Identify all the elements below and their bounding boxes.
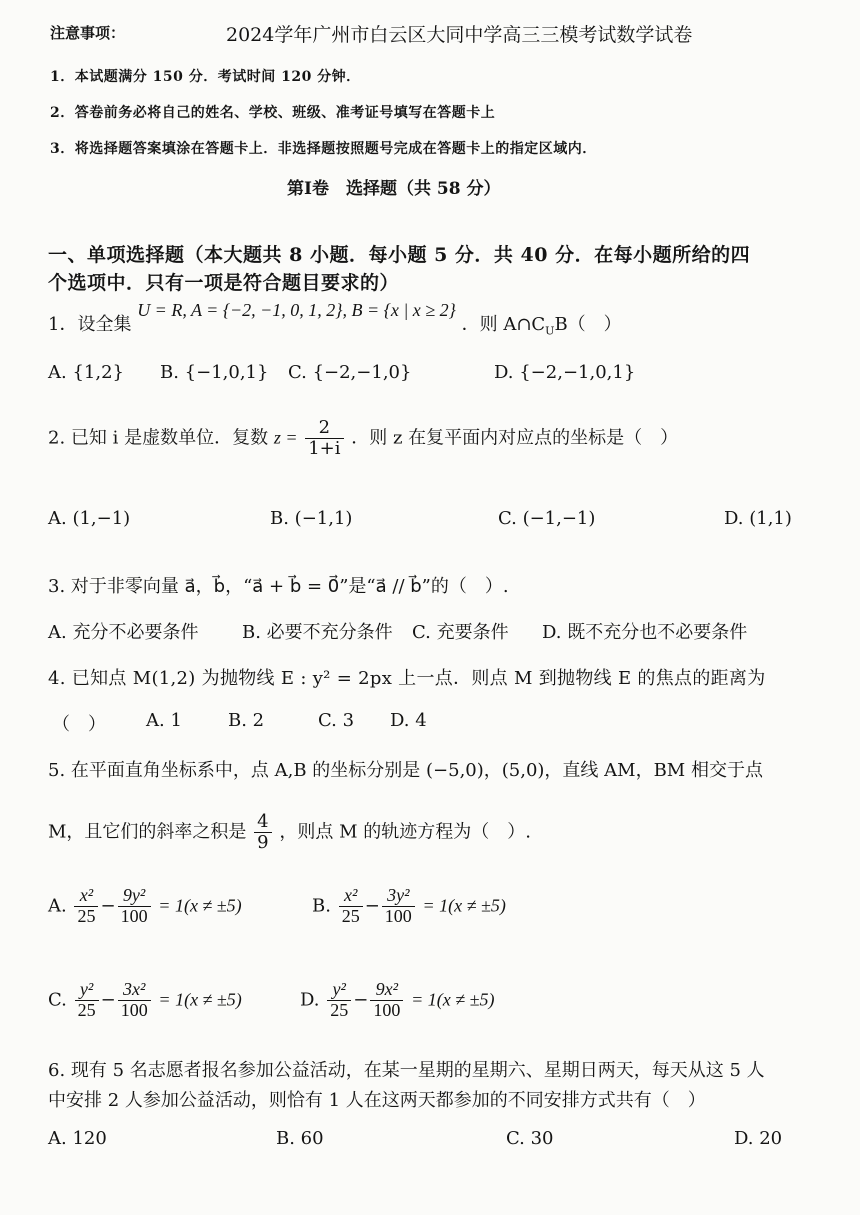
q5-a-d1: 25 [77,905,96,926]
section-title: 第Ⅰ卷 选择题（共 58 分） [287,179,501,199]
rule-1: 1．本试题满分 150 分．考试时间 120 分钟． [50,69,361,85]
q5-den: 9 [257,831,269,853]
q4-paren: （ ） [52,714,106,735]
question-5-line1: 5. 在平面直角坐标系中，点 A,B 的坐标分别是 (−5,0)，(5,0)，直线 AM，BM 相交于点 [48,760,763,781]
q1-option-a: A. {1,2} [48,362,124,383]
q5-c-d1: 25 [77,999,96,1020]
q1-end: B（ ） [554,314,622,335]
q5-line2-a: M，且它们的斜率之积是 [48,821,247,843]
part-heading-line1: 一、单项选择题（本大题共 8 小题．每小题 5 分．共 40 分．在每小题所给的四 [48,244,751,266]
exam-title: 2024学年广州市白云区大同中学高三三模考试数学试卷 [226,24,693,46]
q5-c-d2: 100 [120,999,148,1020]
q5-d-d1: 25 [330,999,349,1020]
q5-b-n2: 3y² [382,886,415,907]
q6-option-c: C. 30 [506,1128,554,1149]
q5-option-a: A. $\frac{\text{x²}}{25}$ − $\frac{\text{9y²}}{100}$ = 1(x ≠ ±5) [48,885,242,926]
q2-fraction [305,418,343,459]
q5-b-tail: = 1(x ≠ ±5) [422,895,506,916]
q6-option-a: A. 120 [48,1128,107,1149]
q5-c-n2: 3x² [118,980,151,1001]
q1-suffix: ．则 A∩C [461,314,546,335]
rule-3: 3．将选择题答案填涂在答题卡上．非选择题按照题号完成在答题卡上的指定区域内． [50,141,597,157]
q2-prefix: 2. 已知 i 是虚数单位．复数 [48,427,274,449]
q3-option-a: A. 充分不必要条件 [48,622,199,643]
q5-a-n2: 9y² [118,886,151,907]
q5-c-frac1 [75,980,99,1021]
q3-option-d: D. 既不充分也不必要条件 [542,622,748,643]
q5-a-n1: x² [74,886,98,907]
q1-prefix: 1．设全集 [48,314,132,335]
q4-option-b: B. 2 [228,710,265,731]
q4-option-c: C. 3 [318,710,355,731]
q5-option-d: D. $\frac{\text{y²}}{25}$ − $\frac{\text{9x²}}{100}$ = 1(x ≠ ±5) [300,979,495,1020]
q1-option-c: C. {−2,−1,0} [288,362,412,383]
q5-d-d2: 100 [373,999,401,1020]
q5-d-label: D. [300,989,320,1011]
q2-z: z = [273,427,298,448]
q5-a-tail: = 1(x ≠ ±5) [158,895,242,916]
q5-b-frac2 [382,886,415,927]
q5-d-n1: y² [327,980,351,1001]
rule-2: 2．答卷前务必将自己的姓名、学校、班级、准考证号填写在答题卡上 [50,105,496,121]
q2-option-c: C. (−1,−1) [498,508,596,529]
q5-b-n1: x² [339,886,363,907]
q5-d-tail: = 1(x ≠ ±5) [411,989,495,1010]
q2-option-a: A. (1,−1) [48,508,131,529]
q2-num: 2 [305,418,343,439]
q5-a-label: A. [48,895,67,917]
q5-a-frac2 [118,886,151,927]
q3-option-c: C. 充要条件 [412,622,509,643]
q5-d-frac1 [327,980,351,1021]
q5-a-frac1 [74,886,98,927]
q5-b-d2: 100 [384,905,412,926]
q5-b-d1: 25 [341,905,360,926]
question-6-line1: 6. 现有 5 名志愿者报名参加公益活动，在某一星期的星期六、星期日两天，每天从这 5 人 [48,1060,765,1081]
q5-num: 4 [254,812,271,833]
question-1 [48,300,622,338]
q5-b-label: B. [312,895,331,917]
q1-option-d: D. {−2,−1,0,1} [494,362,636,383]
q5-b-frac1 [339,886,363,927]
q5-d-n2: 9x² [370,980,403,1001]
q5-option-b: B. $\frac{\text{x²}}{25}$ − $\frac{\text{3y²}}{100}$ = 1(x ≠ ±5) [312,885,506,926]
q3-option-b: B. 必要不充分条件 [242,622,393,643]
q5-fraction [254,812,271,853]
q6-option-b: B. 60 [276,1128,324,1149]
q2-option-d: D. (1,1) [724,508,792,529]
q1-option-b: B. {−1,0,1} [160,362,269,383]
question-5-line2 [48,812,531,853]
q5-a-d2: 100 [120,905,148,926]
q2-option-b: B. (−1,1) [270,508,353,529]
q5-line2-b: ，则点 M 的轨迹方程为（ ）. [279,821,531,843]
part-heading-line2: 个选项中．只有一项是符合题目要求的） [48,272,400,294]
q5-c-label: C. [48,989,67,1011]
q5-c-tail: = 1(x ≠ ±5) [158,989,242,1010]
question-6-line2: 中安排 2 人参加公益活动，则恰有 1 人在这两天都参加的不同安排方式共有（ ） [48,1090,706,1111]
question-3: 3. 对于非零向量 a⃗，b⃗，“a⃗ + b⃗ = 0⃗”是“a⃗ // b⃗”的（ ）. [48,576,509,597]
q5-c-frac2 [118,980,151,1021]
q2-den: 1+i [308,437,341,459]
q2-suffix: ．则 z 在复平面内对应点的坐标是（ ） [351,427,679,449]
q4-option-a: A. 1 [146,710,182,731]
q1-sub: U [545,324,555,338]
q5-c-n1: y² [75,980,99,1001]
q5-option-c: C. $\frac{\text{y²}}{25}$ − $\frac{\text{3x²}}{100}$ = 1(x ≠ ±5) [48,979,242,1020]
notice-label: 注意事项： [50,24,126,42]
q4-option-d: D. 4 [390,710,427,731]
question-4: 4. 已知点 M(1,2) 为抛物线 E : y² = 2px 上一点．则点 M 到抛物线 E 的焦点的距离为 [48,668,766,689]
q1-set-def: U = R, A = {−2, −1, 0, 1, 2}, B = {x | x ≥ 2} [137,300,456,320]
q6-option-d: D. 20 [734,1128,783,1149]
q5-d-frac2 [370,980,403,1021]
question-2 [48,418,678,459]
